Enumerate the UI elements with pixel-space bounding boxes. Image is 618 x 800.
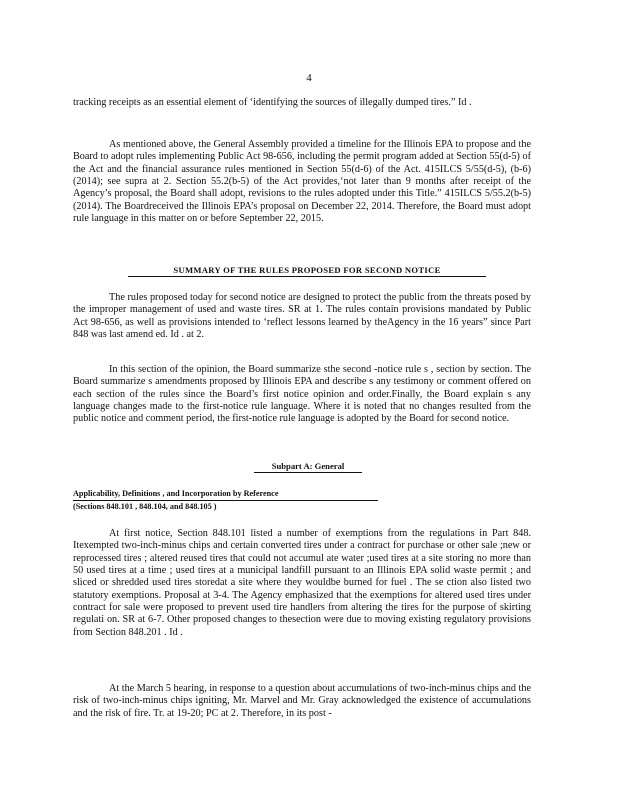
subpart-heading: Subpart A: General bbox=[254, 461, 362, 473]
paragraph-section-overview: In this section of the opinion, the Board summarize sthe second -notice rule s , section by section. The Board summarize s amendments proposed by Illinois EPA and describe s any testimony or comment offered on each section of the rules since the Board’s first notice opinion and order.Finally, the Board explain s any language changes made to the first-notice rule language. Where it is noted that no changes resulted from the public notice and comment period, the first-notice rule language is adopted by the Board for second notice. bbox=[73, 364, 531, 425]
applicability-heading bbox=[73, 488, 378, 512]
paragraph-first-notice-exemptions: At first notice, Section 848.101 listed a number of exemptions from the regulations in Part 848. Itexempted two-inch-minus chips and certain converted tires under a contract for purchase or other sale ;new or reprocessed tires ; altered reused tires that could not accumul ate water ;used tires at a site storing no more than 50 used tires at a time ; used tires at a municipal landfill pursuant to an Illinois EPA solid waste permit ; and sliced or shredded used tires storedat a site where they wouldbe burned for fuel . The se ction also listed two statutory exemptions. Proposal at 3-4. The Agency emphasized that the exemptions for altered used tires under contract for sale were proposed to prevent used tire handlers from altering the tires for the purpose of skirting regulati on. SR at 6-7. Other proposed changes to thesection were due to moving existing regulatory provisions from Section 848.201 . Id . bbox=[73, 528, 531, 638]
paragraph-tracking-receipts: tracking receipts as an essential element of ‘identifying the sources of illegally dumped tires.” Id . bbox=[73, 97, 472, 108]
page-number: 4 bbox=[306, 72, 312, 84]
section-heading-summary: SUMMARY OF THE RULES PROPOSED FOR SECOND NOTICE bbox=[128, 265, 486, 277]
applicability-heading-line2: (Sections 848.101 , 848.104, and 848.105 ) bbox=[73, 501, 217, 511]
applicability-heading-line1: Applicability, Definitions , and Incorporation by Reference bbox=[73, 488, 378, 501]
paragraph-march-hearing: At the March 5 hearing, in response to a question about accumulations of two-inch-minus chips and the risk of two-inch-minus chips igniting, Mr. Marvel and Mr. Gray acknowledged the existence of accumulations and the risk of fire. Tr. at 19-20; PC at 2. Therefore, in its post - bbox=[73, 683, 531, 719]
paragraph-timeline: As mentioned above, the General Assembly provided a timeline for the Illinois EPA to propose and the Board to adopt rules implementing Public Act 98-656, including the permit program added at Section 55(d-5) of the Act and the financial assurance rules mentioned in Section 55(d-6) of the Act. 415ILCS 5/55(d-5), (b-6) (2014); see supra at 2. Section 55.2(b-5) of the Act provides,‘not later than 9 months after receipt of the Agency’s proposal, the Board shall adopt, revisions to the rules adopted under this Title.” 415ILCS 5/55.2(b-5) (2014). The Boardreceived the Illinois EPA’s proposal on December 22, 2014. Therefore, the Board must adopt rule language in this matter on or before September 22, 2015. bbox=[73, 139, 531, 225]
paragraph-rules-proposed: The rules proposed today for second notice are designed to protect the public from the threats posed by the improper management of used and waste tires. SR at 1. The rules contain provisions mandated by Public Act 98-656, as well as provisions intended to ‘reflect lessons learned by theAgency in the 16 years” since Part 848 was last amend ed. Id . at 2. bbox=[73, 292, 531, 341]
